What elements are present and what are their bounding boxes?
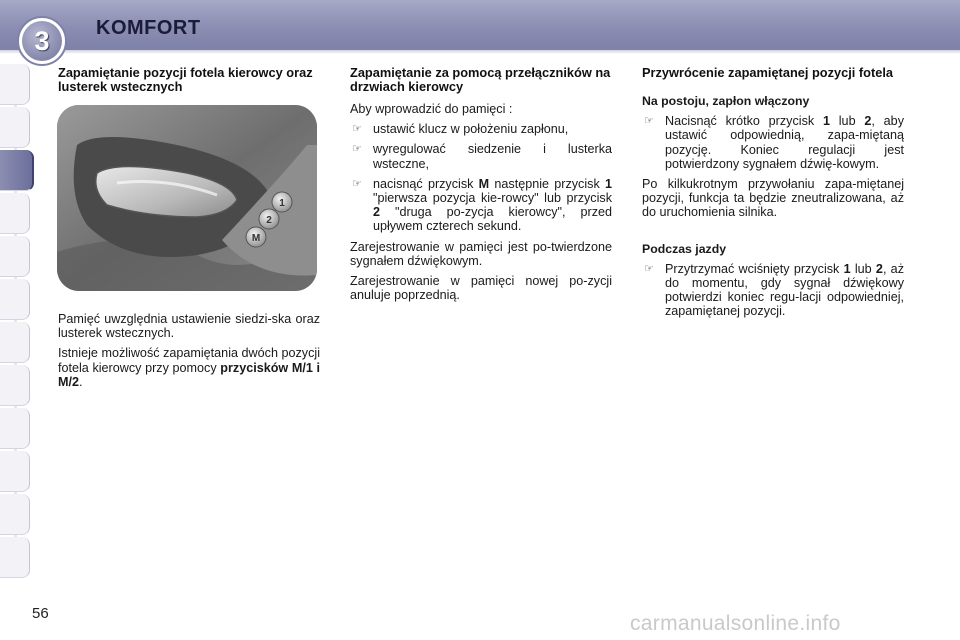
chapter-tab-11[interactable] bbox=[0, 494, 30, 535]
chapter-number: 3 bbox=[22, 21, 62, 61]
memory-button-m bbox=[246, 227, 266, 247]
chapter-tab-3-active[interactable] bbox=[0, 150, 34, 191]
column-right bbox=[642, 66, 904, 319]
chapter-tab-5[interactable] bbox=[0, 236, 30, 277]
watermark: carmanualsonline.info bbox=[630, 612, 841, 635]
intro-text: Aby wprowadzić do pamięci : bbox=[350, 102, 513, 116]
chapter-tab-8[interactable] bbox=[0, 365, 30, 406]
section-heading: Zapamiętanie za pomocą przełączników na drzwiach kierowcy bbox=[350, 65, 611, 94]
svg-text:1: 1 bbox=[279, 198, 285, 209]
pointing-hand-icon: ☞ bbox=[644, 262, 654, 275]
section-heading: Przywrócenie zapamiętanej pozycji fotela bbox=[642, 65, 894, 80]
memory-button-1 bbox=[272, 192, 292, 212]
column-middle bbox=[350, 66, 612, 302]
door-memory-buttons-photo bbox=[57, 105, 317, 291]
pointing-hand-icon: ☞ bbox=[352, 123, 362, 136]
list-item: ☞ nacisnąć przycisk M następnie przycisk 1 "pierwsza pozycja kie-rowcy" lub przycisk 2 "druga po-zycja kierowcy", przed upływem czterech sekund. bbox=[352, 176, 612, 234]
chapter-tab-12[interactable] bbox=[0, 537, 30, 578]
paragraph: Zarejestrowanie w pamięci jest po-twierdzone sygnałem dźwiękowym. bbox=[350, 239, 612, 268]
pointing-hand-icon: ☞ bbox=[352, 143, 362, 156]
pointing-hand-icon: ☞ bbox=[352, 177, 362, 190]
chapter-title: KOMFORT bbox=[96, 17, 201, 39]
list-item: ☞ wyregulować siedzenie i lusterka wsteczne, bbox=[352, 142, 612, 171]
subheading-parked: Na postoju, zapłon włączony bbox=[642, 94, 810, 108]
column-left-text bbox=[58, 312, 320, 389]
memory-button-2 bbox=[259, 209, 279, 229]
paragraph: Po kilkukrotnym przywołaniu zapa-miętanej pozycji, funkcja ta będzie zneutralizowana, aż do uruchomienia silnika. bbox=[642, 177, 904, 220]
chapter-tab-7[interactable] bbox=[0, 322, 30, 363]
chapter-badge bbox=[17, 16, 67, 66]
paragraph: Zarejestrowanie w pamięci nowej po-zycji anuluje poprzednią. bbox=[350, 274, 612, 303]
column-left bbox=[58, 66, 320, 94]
chapter-tab-4[interactable] bbox=[0, 193, 30, 234]
svg-text:M: M bbox=[251, 233, 261, 244]
paragraph: Istnieje możliwość zapamiętania dwóch pozycji fotela kierowcy przy pomocy przycisków M/1 i M/2. bbox=[58, 346, 320, 389]
section-heading: Zapamiętanie pozycji fotela kierowcy oraz lusterek wstecznych bbox=[58, 65, 313, 94]
paragraph: Pamięć uwzględnia ustawienie siedzi-ska oraz lusterek wstecznych. bbox=[58, 312, 320, 341]
svg-text:2: 2 bbox=[266, 215, 272, 226]
chapter-tab-2[interactable] bbox=[0, 107, 30, 148]
page-number: 56 bbox=[32, 605, 49, 622]
chapter-tab-10[interactable] bbox=[0, 451, 30, 492]
header-divider bbox=[0, 50, 960, 54]
side-chapter-tabs bbox=[0, 64, 34, 574]
chapter-tab-1[interactable] bbox=[0, 64, 30, 105]
list-item: ☞ ustawić klucz w położeniu zapłonu, bbox=[352, 122, 569, 137]
chapter-tab-6[interactable] bbox=[0, 279, 30, 320]
list-item: ☞ Nacisnąć krótko przycisk 1 lub 2, aby ustawić odpowiednią, zapa-miętaną pozycję. Koniec regulacji jest potwierdzony sygnałem dźwię-kowym. bbox=[644, 114, 904, 171]
pointing-hand-icon: ☞ bbox=[644, 115, 654, 128]
subheading-driving: Podczas jazdy bbox=[642, 241, 727, 256]
door-panel-illustration bbox=[57, 105, 317, 291]
list-item: ☞ Przytrzymać wciśnięty przycisk 1 lub 2, aż do momentu, gdy sygnał dźwiękowy potwierdzi koniec regu-lacji odpowiedniej, zapamiętanej pozycji. bbox=[644, 261, 904, 319]
chapter-tab-9[interactable] bbox=[0, 408, 30, 449]
